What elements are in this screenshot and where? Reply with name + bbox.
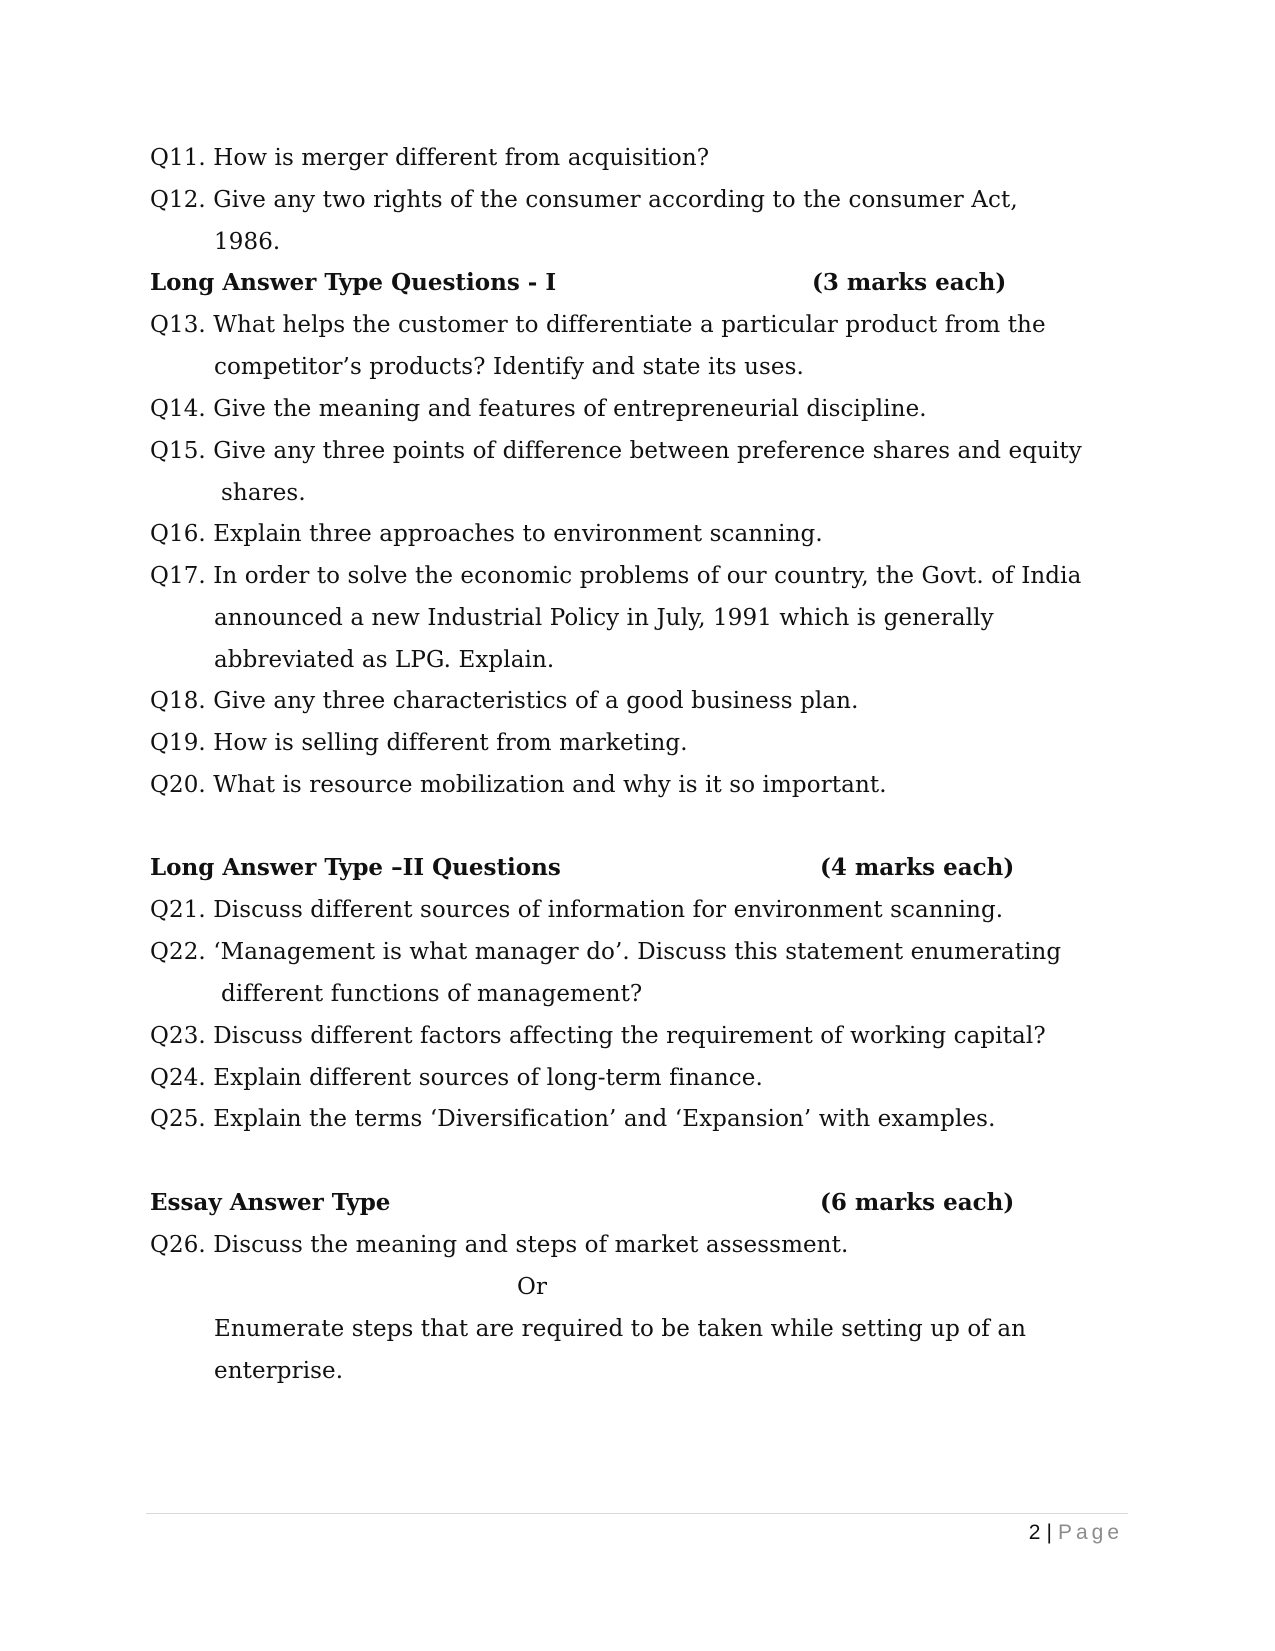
question-q18: Q18. Give any three characteristics of a good business plan. (150, 688, 859, 714)
question-q13-continuation: competitor’s products? Identify and state its uses. (214, 354, 804, 380)
or-separator: Or (517, 1274, 548, 1300)
question-q25: Q25. Explain the terms ‘Diversification’ and ‘Expansion’ with examples. (150, 1106, 996, 1132)
question-q17-continuation-1: announced a new Industrial Policy in July, 1991 which is generally (214, 605, 994, 631)
question-q15-continuation: shares. (221, 480, 306, 506)
question-q19: Q19. How is selling different from marketing. (150, 730, 688, 756)
question-q23: Q23. Discuss different factors affecting the requirement of working capital? (150, 1023, 1046, 1049)
section-heading-long-answer-2: Long Answer Type –II Questions (150, 854, 561, 881)
question-q21: Q21. Discuss different sources of information for environment scanning. (150, 897, 1004, 923)
footer-divider (146, 1513, 1128, 1514)
question-q16: Q16. Explain three approaches to environment scanning. (150, 521, 823, 547)
section-heading-long-answer-1: Long Answer Type Questions - I (150, 269, 557, 296)
question-q11: Q11. How is merger different from acquisition? (150, 145, 710, 171)
question-q17: Q17. In order to solve the economic problems of our country, the Govt. of India (150, 563, 1082, 589)
question-q22: Q22. ‘Management is what manager do’. Discuss this statement enumerating (150, 939, 1062, 965)
page-separator: | (1046, 1521, 1052, 1544)
page-number: 2 (1028, 1521, 1041, 1544)
question-q26: Q26. Discuss the meaning and steps of market assessment. (150, 1232, 849, 1258)
question-q26-alternative: Enumerate steps that are required to be taken while setting up of an (214, 1316, 1027, 1342)
section-marks-long-answer-1: (3 marks each) (812, 269, 1007, 296)
question-q15: Q15. Give any three points of difference between preference shares and equity (150, 438, 1082, 464)
question-q13: Q13. What helps the customer to differentiate a particular product from the (150, 312, 1046, 338)
question-q12: Q12. Give any two rights of the consumer according to the consumer Act, (150, 187, 1018, 213)
section-marks-essay: (6 marks each) (820, 1189, 1015, 1216)
question-q14: Q14. Give the meaning and features of entrepreneurial discipline. (150, 396, 927, 422)
question-q22-continuation: different functions of management? (221, 981, 643, 1007)
page-label: Page (1057, 1521, 1123, 1544)
section-heading-essay: Essay Answer Type (150, 1189, 391, 1216)
question-q12-continuation: 1986. (214, 229, 281, 255)
question-q17-continuation-2: abbreviated as LPG. Explain. (214, 647, 555, 673)
question-q20: Q20. What is resource mobilization and why is it so important. (150, 772, 887, 798)
question-q24: Q24. Explain different sources of long-term finance. (150, 1065, 763, 1091)
question-q26-alternative-continuation: enterprise. (214, 1358, 344, 1384)
section-marks-long-answer-2: (4 marks each) (820, 854, 1015, 881)
page-footer (1029, 1520, 1123, 1546)
